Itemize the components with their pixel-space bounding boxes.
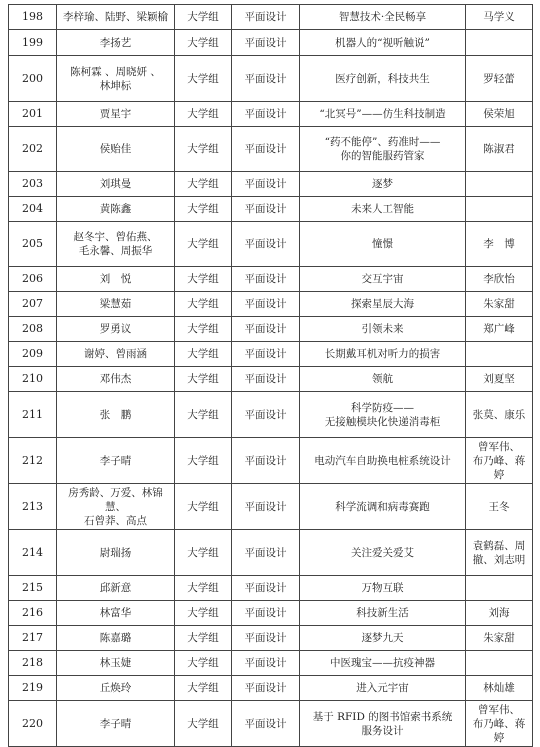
group-cell: 大学组 xyxy=(175,197,232,222)
work-title-cell: 探索星辰大海 xyxy=(300,292,466,317)
table-row xyxy=(9,292,533,317)
work-title-cell: 关注爱关爱艾 xyxy=(300,530,466,576)
category-cell: 平面设计 xyxy=(232,172,300,197)
work-title-cell: 基于 RFID 的图书馆索书系统 服务设计 xyxy=(300,701,466,747)
advisor-cell: 郑广峰 xyxy=(466,317,533,342)
work-title-cell: 引领未来 xyxy=(300,317,466,342)
participant-names-cell: 林玉婕 xyxy=(57,651,175,676)
category-cell: 平面设计 xyxy=(232,56,300,102)
row-number-cell: 203 xyxy=(9,172,57,197)
group-cell: 大学组 xyxy=(175,342,232,367)
category-cell: 平面设计 xyxy=(232,342,300,367)
group-cell: 大学组 xyxy=(175,172,232,197)
advisor-cell xyxy=(466,30,533,56)
work-title-cell: 医疗创新，科技共生 xyxy=(300,56,466,102)
row-number-cell: 217 xyxy=(9,626,57,651)
work-title-cell: 逐梦 xyxy=(300,172,466,197)
participant-names-cell: 邱新意 xyxy=(57,576,175,601)
table-row xyxy=(9,267,533,292)
category-cell: 平面设计 xyxy=(232,438,300,484)
row-number-cell: 198 xyxy=(9,5,57,30)
work-title-cell: 逐梦九天 xyxy=(300,626,466,651)
participant-names-cell: 李子晴 xyxy=(57,438,175,484)
participant-names-cell: 贾星宇 xyxy=(57,102,175,127)
participant-names-cell: 陈柯霖 、周晓妍 、 林坤标 xyxy=(57,56,175,102)
advisor-cell: 曾军伟、 布乃峰、蒋婷 xyxy=(466,701,533,747)
row-number-cell: 205 xyxy=(9,222,57,267)
work-title-cell: 未来人工智能 xyxy=(300,197,466,222)
table-row xyxy=(9,701,533,747)
participant-names-cell: 尉瑞扬 xyxy=(57,530,175,576)
advisor-cell xyxy=(466,342,533,367)
table-row xyxy=(9,367,533,392)
participant-names-cell: 房秀龄、万爱、林锦慧、 石曾莽、高点 xyxy=(57,484,175,530)
table-row xyxy=(9,651,533,676)
row-number-cell: 214 xyxy=(9,530,57,576)
advisor-cell: 曾军伟、 布乃峰、蒋婷 xyxy=(466,438,533,484)
work-title-cell: 长期戴耳机对听力的损害 xyxy=(300,342,466,367)
group-cell: 大学组 xyxy=(175,56,232,102)
category-cell: 平面设计 xyxy=(232,676,300,701)
group-cell: 大学组 xyxy=(175,651,232,676)
group-cell: 大学组 xyxy=(175,701,232,747)
advisor-cell: 袁鹤磊、周 撤、刘志明 xyxy=(466,530,533,576)
work-title-cell: 憧憬 xyxy=(300,222,466,267)
participant-names-cell: 黄陈鑫 xyxy=(57,197,175,222)
advisor-cell: 马学义 xyxy=(466,5,533,30)
group-cell: 大学组 xyxy=(175,438,232,484)
row-number-cell: 213 xyxy=(9,484,57,530)
participant-names-cell: 梁慧茹 xyxy=(57,292,175,317)
category-cell: 平面设计 xyxy=(232,222,300,267)
group-cell: 大学组 xyxy=(175,576,232,601)
participant-names-cell: 李扬艺 xyxy=(57,30,175,56)
row-number-cell: 207 xyxy=(9,292,57,317)
group-cell: 大学组 xyxy=(175,601,232,626)
group-cell: 大学组 xyxy=(175,676,232,701)
participant-names-cell: 侯贻佳 xyxy=(57,127,175,172)
advisor-cell: 李 博 xyxy=(466,222,533,267)
group-cell: 大学组 xyxy=(175,392,232,438)
category-cell: 平面设计 xyxy=(232,701,300,747)
row-number-cell: 202 xyxy=(9,127,57,172)
table-row xyxy=(9,317,533,342)
advisor-cell: 林灿雄 xyxy=(466,676,533,701)
group-cell: 大学组 xyxy=(175,317,232,342)
category-cell: 平面设计 xyxy=(232,484,300,530)
table-row xyxy=(9,392,533,438)
work-title-cell: 交互宇宙 xyxy=(300,267,466,292)
participant-names-cell: 刘琪曼 xyxy=(57,172,175,197)
participant-names-cell: 李梓瑜、陆野、梁颖榆 xyxy=(57,5,175,30)
advisor-cell: 侯荣旭 xyxy=(466,102,533,127)
table-row xyxy=(9,102,533,127)
category-cell: 平面设计 xyxy=(232,197,300,222)
participant-names-cell: 张 鹏 xyxy=(57,392,175,438)
row-number-cell: 199 xyxy=(9,30,57,56)
group-cell: 大学组 xyxy=(175,222,232,267)
row-number-cell: 211 xyxy=(9,392,57,438)
group-cell: 大学组 xyxy=(175,626,232,651)
row-number-cell: 209 xyxy=(9,342,57,367)
group-cell: 大学组 xyxy=(175,292,232,317)
table-row xyxy=(9,601,533,626)
group-cell: 大学组 xyxy=(175,530,232,576)
advisor-cell xyxy=(466,172,533,197)
table-row xyxy=(9,484,533,530)
table-row xyxy=(9,530,533,576)
category-cell: 平面设计 xyxy=(232,576,300,601)
group-cell: 大学组 xyxy=(175,102,232,127)
award-table-body xyxy=(9,5,533,747)
row-number-cell: 204 xyxy=(9,197,57,222)
participant-names-cell: 谢婷、曾雨涵 xyxy=(57,342,175,367)
row-number-cell: 215 xyxy=(9,576,57,601)
category-cell: 平面设计 xyxy=(232,392,300,438)
advisor-cell: 罗轻蕾 xyxy=(466,56,533,102)
category-cell: 平面设计 xyxy=(232,30,300,56)
table-row xyxy=(9,438,533,484)
table-row xyxy=(9,626,533,651)
row-number-cell: 220 xyxy=(9,701,57,747)
category-cell: 平面设计 xyxy=(232,267,300,292)
row-number-cell: 208 xyxy=(9,317,57,342)
advisor-cell: 陈淑君 xyxy=(466,127,533,172)
advisor-cell: 张莫、康乐 xyxy=(466,392,533,438)
award-list-sheet xyxy=(8,4,532,747)
table-row xyxy=(9,576,533,601)
category-cell: 平面设计 xyxy=(232,317,300,342)
participant-names-cell: 丘焕玲 xyxy=(57,676,175,701)
group-cell: 大学组 xyxy=(175,484,232,530)
work-title-cell: “北冥号”——仿生科技制造 xyxy=(300,102,466,127)
table-row xyxy=(9,676,533,701)
category-cell: 平面设计 xyxy=(232,5,300,30)
advisor-cell xyxy=(466,576,533,601)
category-cell: 平面设计 xyxy=(232,102,300,127)
work-title-cell: “药不能停”、药准时—— 你的智能服药管家 xyxy=(300,127,466,172)
participant-names-cell: 林富华 xyxy=(57,601,175,626)
participant-names-cell: 陈嘉璐 xyxy=(57,626,175,651)
work-title-cell: 科技新生活 xyxy=(300,601,466,626)
participant-names-cell: 邓伟杰 xyxy=(57,367,175,392)
work-title-cell: 领航 xyxy=(300,367,466,392)
advisor-cell: 李欣怡 xyxy=(466,267,533,292)
work-title-cell: 中医瑰宝——抗疫神器 xyxy=(300,651,466,676)
work-title-cell: 科学流调和病毒赛跑 xyxy=(300,484,466,530)
row-number-cell: 212 xyxy=(9,438,57,484)
participant-names-cell: 赵冬宇、曾佑燕、 毛永馨、周振华 xyxy=(57,222,175,267)
group-cell: 大学组 xyxy=(175,5,232,30)
category-cell: 平面设计 xyxy=(232,626,300,651)
row-number-cell: 218 xyxy=(9,651,57,676)
advisor-cell: 朱家甜 xyxy=(466,626,533,651)
advisor-cell: 刘海 xyxy=(466,601,533,626)
work-title-cell: 进入元宇宙 xyxy=(300,676,466,701)
category-cell: 平面设计 xyxy=(232,651,300,676)
table-row xyxy=(9,197,533,222)
participant-names-cell: 刘 悦 xyxy=(57,267,175,292)
group-cell: 大学组 xyxy=(175,367,232,392)
row-number-cell: 219 xyxy=(9,676,57,701)
participant-names-cell: 李子晴 xyxy=(57,701,175,747)
row-number-cell: 216 xyxy=(9,601,57,626)
group-cell: 大学组 xyxy=(175,30,232,56)
table-row xyxy=(9,5,533,30)
table-row xyxy=(9,172,533,197)
work-title-cell: 电动汽车自助换电桩系统设计 xyxy=(300,438,466,484)
work-title-cell: 万物互联 xyxy=(300,576,466,601)
category-cell: 平面设计 xyxy=(232,127,300,172)
row-number-cell: 210 xyxy=(9,367,57,392)
table-row xyxy=(9,30,533,56)
work-title-cell: 科学防疫—— 无接触模块化快递消毒柜 xyxy=(300,392,466,438)
row-number-cell: 206 xyxy=(9,267,57,292)
advisor-cell xyxy=(466,197,533,222)
table-row xyxy=(9,222,533,267)
category-cell: 平面设计 xyxy=(232,530,300,576)
category-cell: 平面设计 xyxy=(232,601,300,626)
row-number-cell: 201 xyxy=(9,102,57,127)
table-row xyxy=(9,342,533,367)
table-row xyxy=(9,56,533,102)
work-title-cell: 机器人的“视听触说” xyxy=(300,30,466,56)
advisor-cell: 朱家甜 xyxy=(466,292,533,317)
advisor-cell: 王冬 xyxy=(466,484,533,530)
advisor-cell xyxy=(466,651,533,676)
advisor-cell: 刘夏坚 xyxy=(466,367,533,392)
table-row xyxy=(9,127,533,172)
group-cell: 大学组 xyxy=(175,267,232,292)
work-title-cell: 智慧技术·全民畅享 xyxy=(300,5,466,30)
participant-names-cell: 罗勇议 xyxy=(57,317,175,342)
category-cell: 平面设计 xyxy=(232,292,300,317)
award-table xyxy=(8,4,533,747)
category-cell: 平面设计 xyxy=(232,367,300,392)
group-cell: 大学组 xyxy=(175,127,232,172)
row-number-cell: 200 xyxy=(9,56,57,102)
